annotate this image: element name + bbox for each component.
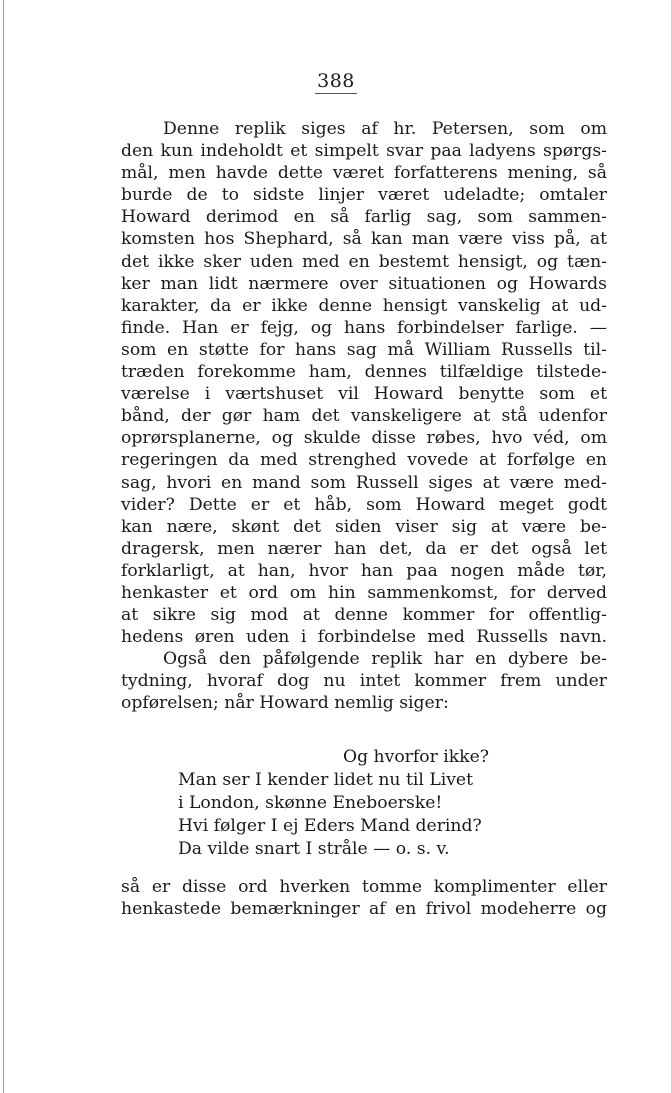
text-line: Også den påfølgende replik har en dybere be- xyxy=(163,649,607,670)
page-number xyxy=(0,70,672,92)
text-line: opførelsen; når Howard nemlig siger: xyxy=(121,693,449,714)
body-text-bottom xyxy=(121,876,607,920)
page-number-text: 388 xyxy=(317,70,355,92)
text-line: komsten hos Shephard, så kan man være viss på, at xyxy=(121,229,607,250)
verse-line: Man ser I kender lidet nu til Livet xyxy=(178,770,474,790)
text-line: den kun indeholdt et simpelt svar paa ladyens spørgs- xyxy=(121,141,607,162)
text-line: Howard derimod en så farlig sag, som sammen- xyxy=(121,207,607,228)
verse-line: i London, skønne Eneboerske! xyxy=(178,793,443,813)
text-line: henkaster et ord om hin sammenkomst, for derved xyxy=(121,582,607,603)
page-left-edge xyxy=(3,0,4,1093)
text-line: karakter, da er ikke denne hensigt vanskelig at ud- xyxy=(121,295,607,316)
text-line: hedens øren uden i forbindelse med Russells navn. xyxy=(121,627,607,648)
verse-quote xyxy=(178,746,489,861)
verse-line: Da vilde snart I stråle — o. s. v. xyxy=(178,839,450,859)
text-line: oprørsplanerne, og skulde disse røbes, hvo véd, om xyxy=(121,428,607,449)
text-line: forklarligt, at han, hvor han paa nogen måde tør, xyxy=(121,560,607,581)
text-line: kan nære, skønt det siden viser sig at være be- xyxy=(121,516,607,537)
text-line: burde de to sidste linjer været udeladte; omtaler xyxy=(121,185,607,206)
text-line: så er disse ord hverken tomme komplimenter eller xyxy=(121,877,607,897)
text-line: dragersk, men nærer han det, da er det også let xyxy=(121,538,607,559)
verse-line: Og hvorfor ikke? xyxy=(343,747,490,767)
text-line: træden forekomme ham, dennes tilfældige tilstede- xyxy=(121,362,607,383)
text-line: som en støtte for hans sag må William Russells til- xyxy=(121,339,607,360)
text-line: vider? Dette er et håb, som Howard meget godt xyxy=(121,494,607,515)
text-line: at sikre sig mod at denne kommer for offentlig- xyxy=(121,605,607,626)
text-line: det ikke sker uden med en bestemt hensigt, og tæn- xyxy=(121,251,607,272)
text-line: mål, men havde dette været forfatterens mening, så xyxy=(121,163,607,184)
text-line: finde. Han er fejg, og hans forbindelser farlige. — xyxy=(121,317,607,338)
text-line: ker man lidt nærmere over situationen og Howards xyxy=(121,273,607,294)
text-line: bånd, der gør ham det vanskeligere at stå udenfor xyxy=(121,406,607,427)
verse-line: Hvi følger I ej Eders Mand derind? xyxy=(178,816,482,836)
text-line: værelse i værtshuset vil Howard benytte som et xyxy=(121,384,607,405)
text-line: tydning, hvoraf dog nu intet kommer frem under xyxy=(121,671,607,692)
text-line: Denne replik siges af hr. Petersen, som om xyxy=(163,119,607,139)
text-line: sag, hvori en mand som Russell siges at være med- xyxy=(121,472,607,493)
text-line: henkastede bemærkninger af en frivol modeherre og xyxy=(121,899,607,920)
body-text-top xyxy=(121,118,607,715)
text-line: regeringen da med strenghed vovede at forfølge en xyxy=(121,450,607,471)
